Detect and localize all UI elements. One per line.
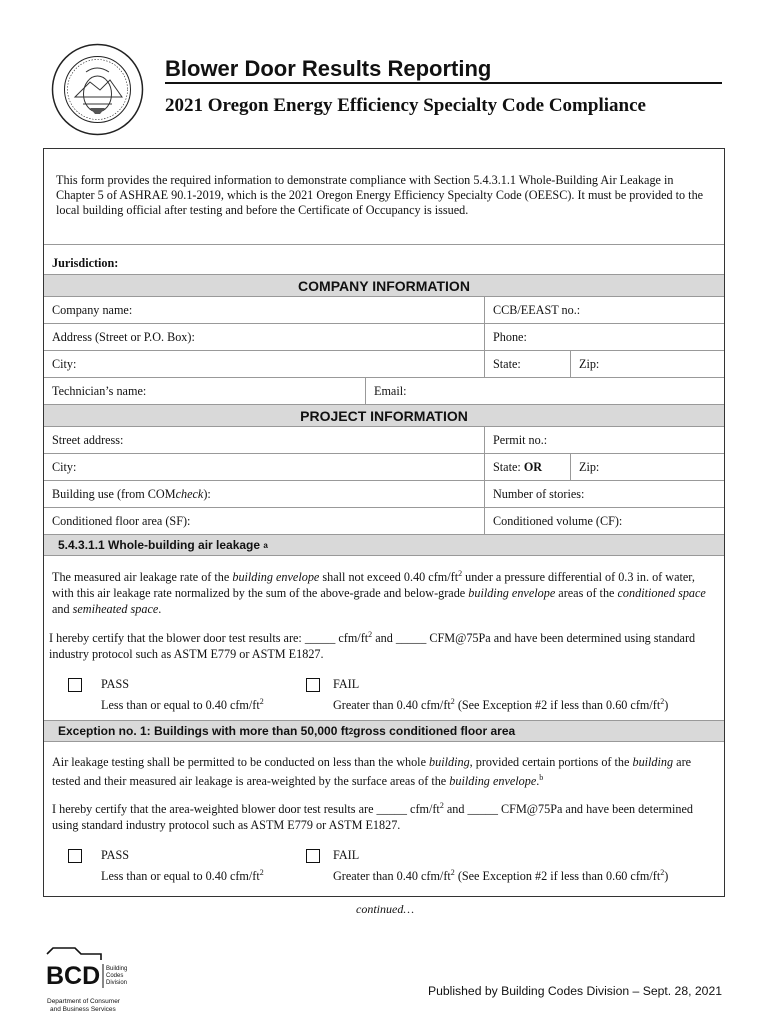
exception1-fail-label: FAIL Greater than 0.40 cfm/$ft^2$ (See Exception #2 if less than 0.60 cfm/$ft^2$)	[333, 848, 669, 884]
permit-field[interactable]: Permit no.:	[484, 427, 724, 453]
project-street-field[interactable]: Street address:	[52, 432, 124, 447]
company-heading: COMPANY INFORMATION	[44, 275, 724, 296]
whole-building-pass-checkbox[interactable]	[68, 678, 82, 692]
building-use-label-end: ):	[203, 486, 211, 501]
exception1-pass-checkbox[interactable]	[68, 849, 82, 863]
exception1-fail-checkbox[interactable]	[306, 849, 320, 863]
svg-text:Building: Building	[106, 966, 128, 972]
email-field[interactable]: Email:	[365, 378, 724, 404]
floor-area-field[interactable]: Conditioned floor area (SF):	[52, 513, 191, 528]
ccb-field[interactable]: CCB/EEAST no.:	[484, 297, 724, 323]
exception1-heading-row	[44, 721, 724, 742]
project-zip-field[interactable]: Zip:	[570, 454, 724, 480]
exception1-certification: I hereby certify that the area-weighted blower door test results are _____ cfm/$ft^2$ and _____ CFM@75Pa and have been determined using standard industry protocol such as ASTM E779 or ASTM E1827.	[52, 801, 693, 833]
oregon-state-seal	[50, 42, 145, 137]
project-city-row	[44, 454, 724, 481]
whole-building-pass-label: PASS Less than or equal to 0.40 cfm/$ft^2$	[101, 677, 264, 713]
technician-row	[44, 378, 724, 405]
exception1-choices	[44, 847, 724, 891]
company-name-field[interactable]: Company name:	[52, 302, 133, 317]
whole-building-fail-label: FAIL Greater than 0.40 cfm/$ft^2$ (See Exception #2 if less than 0.60 cfm/$ft^2$)	[333, 677, 669, 713]
jurisdiction-label: Jurisdiction:	[52, 256, 119, 270]
project-heading-row	[44, 405, 724, 427]
company-name-row	[44, 297, 724, 324]
whole-building-choices	[44, 676, 724, 720]
company-state-field[interactable]: State:	[484, 351, 570, 377]
volume-field[interactable]: Conditioned volume (CF):	[484, 508, 724, 534]
form-subtitle: 2021 Oregon Energy Efficiency Specialty Code Compliance	[165, 95, 646, 116]
project-state-field[interactable]	[484, 454, 570, 480]
technician-field[interactable]: Technician’s name:	[52, 383, 147, 398]
company-city-row	[44, 351, 724, 378]
whole-building-requirement: The measured air leakage rate of the building envelope shall not exceed 0.40 cfm/$ft^2$ under a pressure differential of 0.3 in. of water, with this air leakage rate normalized by the sum of the above-grade and below-grade building envelope areas of the conditioned space and semiheated space.	[52, 569, 706, 617]
stories-field[interactable]: Number of stories:	[484, 481, 724, 507]
whole-building-heading-text: 5.4.3.1.1 Whole-building air leakage	[58, 538, 261, 552]
form-box	[43, 148, 725, 897]
exception1-pass-label: PASS Less than or equal to 0.40 cfm/$ft^2$	[101, 848, 264, 884]
svg-text:Division: Division	[106, 980, 128, 986]
svg-text:Codes: Codes	[106, 973, 124, 979]
whole-building-heading-row	[44, 535, 724, 556]
project-state-value: OR	[523, 459, 543, 474]
project-state-label: State:	[493, 459, 521, 474]
exception1-heading: Exception no. 1: Buildings with more than 50,000 ft 2 gross conditioned floor area	[44, 721, 724, 741]
project-city-field[interactable]: City:	[52, 459, 77, 474]
title-rule	[165, 82, 722, 84]
floor-area-row	[44, 508, 724, 535]
exception1-description: Air leakage testing shall be permitted to be conducted on less than the whole building, provided certain portions of the building are tested and their measured air leakage is area-weighted by the surface areas of the building envelope.$^b$	[52, 755, 692, 789]
svg-text:and Business Services: and Business Services	[50, 1006, 116, 1013]
jurisdiction-row[interactable]	[44, 245, 724, 275]
building-use-label: Building use (from COM	[52, 486, 176, 501]
company-heading-row	[44, 275, 724, 297]
svg-text:BCD: BCD	[46, 962, 101, 990]
project-street-row	[44, 427, 724, 454]
building-use-field[interactable]	[44, 481, 484, 507]
company-address-row	[44, 324, 724, 351]
whole-building-certification: I hereby certify that the blower door test results are: _____ cfm/$ft^2$ and _____ CFM@75Pa and have been determined using standard industry protocol such as ASTM E779 or ASTM E1827.	[49, 630, 696, 662]
exception1-section	[44, 742, 724, 896]
whole-building-section	[44, 556, 724, 721]
company-phone-field[interactable]: Phone:	[484, 324, 724, 350]
form-title: Blower Door Results Reporting	[165, 56, 492, 81]
svg-text:Department of Consumer: Department of Consumer	[47, 998, 120, 1005]
company-address-field[interactable]: Address (Street or P.O. Box):	[52, 329, 195, 344]
company-city-field[interactable]: City:	[52, 356, 77, 371]
intro-text: This form provides the required information to demonstrate compliance with Section 5.4.3.1.1 Whole-Building Air Leakage in Chapter 5 of ASHRAE 90.1-2019, which is the 2021 Oregon Energy Efficiency Specialty Code (OEESC). It must be provided to the local building official after testing and before the Certificate of Occupancy is issued.	[44, 149, 724, 245]
footer-published: Published by Building Codes Division – Sept. 28, 2021	[427, 984, 722, 998]
project-heading: PROJECT INFORMATION	[44, 405, 724, 426]
continued-note: continued…	[356, 902, 414, 916]
bcd-logo	[45, 946, 160, 1016]
building-use-row	[44, 481, 724, 508]
whole-building-heading	[44, 535, 724, 555]
footnote-a: a	[263, 540, 268, 550]
building-use-label-italic: check	[175, 486, 204, 501]
whole-building-fail-checkbox[interactable]	[306, 678, 320, 692]
company-zip-field[interactable]: Zip:	[570, 351, 724, 377]
